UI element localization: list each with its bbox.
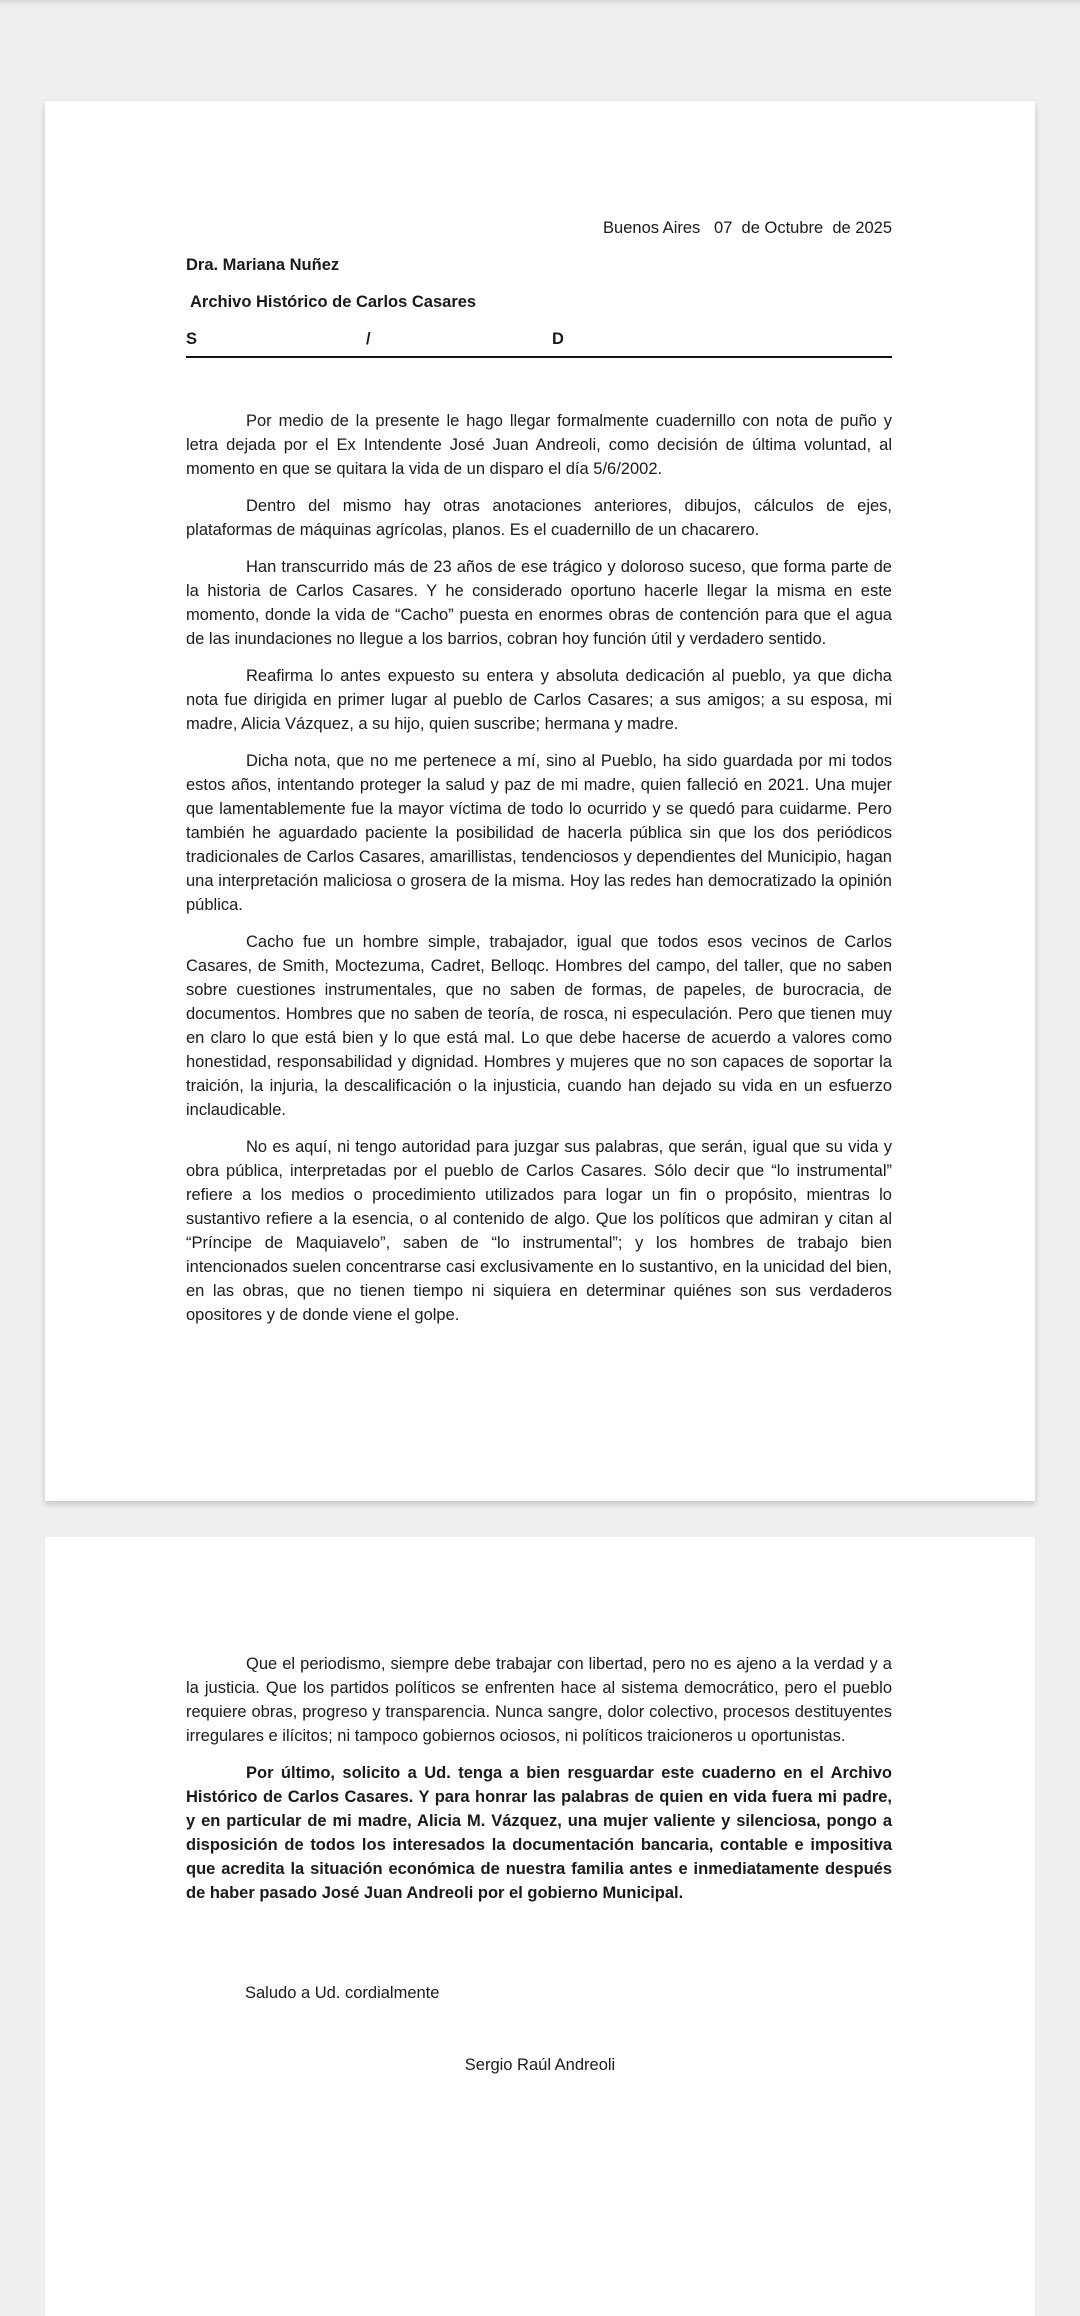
signature-name: Sergio Raúl Andreoli — [464, 2056, 616, 2074]
recipient-name: Dra. Mariana Nuñez — [186, 256, 340, 274]
recipient-organization: Archivo Histórico de Carlos Casares — [190, 293, 477, 311]
body-paragraph: Que el periodismo, siempre debe trabajar con libertad, pero no es ajeno a la verdad y a la justicia. Que los partidos políticos se enfrenten hace al sistema democrático, pero el pueblo requiere obras, progreso y transparencia. Nunca sangre, dolor colectivo, procesos destituyentes irregulares e ilícitos; ni tampoco gobiernos ociosos, ni políticos traicioneros u oportunistas. — [186, 1655, 892, 1745]
sd-s: S — [186, 330, 198, 348]
body-paragraph: Cacho fue un hombre simple, trabajador, igual que todos esos vecinos de Carlos Casares, de Smith, Moctezuma, Cadret, Belloqc. Hombres del campo, del taller, que no saben sobre cuestiones instrumentales, que no saben de formas, de papeles, de burocracia, de documentos. Hombres que no saben de teoría, de rosca, ni especulación. Pero que tienen muy en claro lo que está bien y lo que está mal. Lo que debe hacerse de acuerdo a valores como honestidad, responsabilidad y dignidad. Hombres y mujeres que no son capaces de soportar la traición, la injuria, la descalificación o la injusticia, cuando han dejado su vida en un esfuerzo inclaudicable. — [186, 933, 892, 1119]
body-paragraph: No es aquí, ni tengo autoridad para juzgar sus palabras, que serán, igual que su vida y obra pública, interpretadas por el pueblo de Carlos Casares. Sólo decir que “lo instrumental” refiere a los medios o procedimiento utilizados para logar un fin o propósito, mientras lo sustantivo refiere a la esencia, o al contenido de algo. Que los políticos que admiran y citan al “Príncipe de Maquiavelo”, saben de “lo instrumental”; y los hombres de trabajo bien intencionados suelen concentrarse casi exclusivamente en lo sustantivo, en la unicidad del bien, en las obras, que no tienen tiempo ni siquiera en determinar quiénes son sus verdaderos opositores y de donde viene el golpe. — [186, 1138, 892, 1324]
date-line: Buenos Aires 07 de Octubre de 2025 — [603, 219, 892, 237]
body-paragraph: Dentro del mismo hay otras anotaciones anteriores, dibujos, cálculos de ejes, plataformas de máquinas agrícolas, planos. Es el cuadernillo de un chacarero. — [186, 497, 892, 539]
sd-d: D — [552, 330, 564, 348]
body-paragraph: Reafirma lo antes expuesto su entera y absoluta dedicación al pueblo, ya que dicha nota fue dirigida en primer lugar al pueblo de Carlos Casares; a sus amigos; a su esposa, mi madre, Alicia Vázquez, a su hijo, quien suscribe; hermana y madre. — [186, 667, 892, 733]
sd-salutation-line — [186, 330, 892, 358]
body-paragraph: Dicha nota, que no me pertenece a mí, sino al Pueblo, ha sido guardada por mi todos estos años, intentando proteger la salud y paz de mi madre, quien falleció en 2021. Una mujer que lamentablemente fue la mayor víctima de todo lo ocurrido y se quedó para cuidarme. Pero también he aguardado paciente la posibilidad de hacerla pública sin que los dos periódicos tradicionales de Carlos Casares, amarillistas, tendenciosos y dependientes del Municipio, hagan una interpretación maliciosa o grosera de la misma. Hoy las redes han democratizado la opinión pública. — [186, 752, 892, 914]
request-paragraph: Por último, solicito a Ud. tenga a bien resguardar este cuaderno en el Archivo Histórico de Carlos Casares. Y para honrar las palabras de quien en vida fuera mi padre, y en particular de mi madre, Alicia M. Vázquez, una mujer valiente y silenciosa, pongo a disposición de todos los interesados la documentación bancaria, contable e impositiva que acredita la situación económica de nuestra familia antes e inmediatamente después de haber pasado José Juan Andreoli por el gobierno Municipal. — [186, 1764, 892, 1902]
closing-salutation: Saludo a Ud. cordialmente — [245, 1984, 440, 2002]
body-paragraph: Han transcurrido más de 23 años de ese trágico y doloroso suceso, que forma parte de la historia de Carlos Casares. Y he considerado oportuno hacerle llegar la misma en este momento, donde la vida de “Cacho” puesta en enormes obras de contención para que el agua de las inundaciones no llegue a los barrios, cobran hoy función útil y verdadero sentido. — [186, 558, 892, 648]
sd-slash: / — [366, 330, 371, 348]
letter-body-continued — [186, 1652, 892, 1918]
document-page-1 — [45, 101, 1035, 1501]
viewer-top-shadow — [0, 0, 1080, 6]
body-paragraph: Por medio de la presente le hago llegar formalmente cuadernillo con nota de puño y letra dejada por el Ex Intendente José Juan Andreoli, como decisión de última voluntad, al momento en que se quitara la vida de un disparo el día 5/6/2002. — [186, 412, 892, 478]
document-page-2 — [45, 1537, 1035, 2316]
letter-body — [186, 409, 892, 1340]
